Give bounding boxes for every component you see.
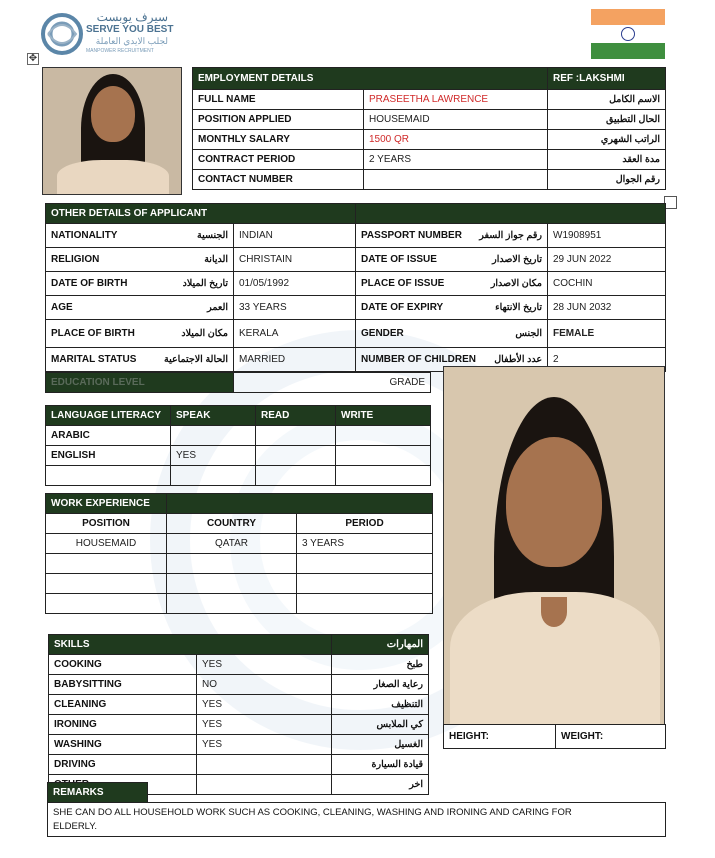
work-experience-header-right [167, 494, 433, 514]
label-full-name: FULL NAME [193, 90, 364, 110]
employment-details-table [192, 67, 666, 190]
work-period [297, 574, 433, 594]
skill-washing-value: YES [197, 735, 332, 755]
skills-table [48, 634, 429, 795]
skills-header-arabic: المهارات [332, 635, 429, 655]
skill-ironing: IRONING [49, 715, 197, 735]
work-col-country: COUNTRY [167, 514, 297, 534]
remarks-text-line2: ELDERLY. [53, 821, 98, 832]
education-table [45, 372, 431, 393]
label-passport: PASSPORT NUMBER [356, 224, 476, 248]
english-speak: YES [171, 446, 256, 466]
language-blank [46, 466, 171, 486]
arabic-full-name: الاسم الكامل [548, 90, 666, 110]
label-religion: RELIGION [46, 248, 156, 272]
label-contract: CONTRACT PERIOD [193, 150, 364, 170]
arabic-salary: الراتب الشهري [548, 130, 666, 150]
arabic-nationality: الجنسية [156, 224, 234, 248]
work-col-period: PERIOD [297, 514, 433, 534]
arabic-passport: رقم جواز السفر [476, 224, 548, 248]
education-grade: GRADE [234, 373, 431, 393]
value-contact [364, 170, 548, 190]
label-nationality: NATIONALITY [46, 224, 156, 248]
language-english: ENGLISH [46, 446, 171, 466]
skill-babysitting: BABYSITTING [49, 675, 197, 695]
arabic-children: عدد الأطفال [476, 348, 548, 372]
logo-emblem-icon [40, 12, 84, 56]
arabic-read [256, 426, 336, 446]
arabic-date-of-issue: تاريخ الاصدار [476, 248, 548, 272]
remarks-table [47, 782, 666, 837]
skill-cleaning: CLEANING [49, 695, 197, 715]
work-position [46, 594, 167, 614]
work-position: HOUSEMAID [46, 534, 167, 554]
skill-cleaning-arabic: التنظيف [332, 695, 429, 715]
remarks-header: REMARKS [48, 783, 148, 803]
label-marital-status: MARITAL STATUS [46, 348, 156, 372]
english-write [336, 446, 431, 466]
value-full-name: PRASEETHA LAWRENCE [364, 90, 548, 110]
other-details-header-right [356, 204, 666, 224]
arabic-religion: الديانة [156, 248, 234, 272]
arabic-place-of-birth: مكان الميلاد [156, 320, 234, 348]
work-country: QATAR [167, 534, 297, 554]
label-date-of-issue: DATE OF ISSUE [356, 248, 476, 272]
value-nationality: INDIAN [234, 224, 356, 248]
label-contact: CONTACT NUMBER [193, 170, 364, 190]
work-country [167, 574, 297, 594]
work-position [46, 574, 167, 594]
skill-driving: DRIVING [49, 755, 197, 775]
skill-washing: WASHING [49, 735, 197, 755]
label-place-of-birth: PLACE OF BIRTH [46, 320, 156, 348]
skill-cleaning-value: YES [197, 695, 332, 715]
reference-code: REF :LAKSHMI [548, 68, 666, 90]
value-position: HOUSEMAID [364, 110, 548, 130]
remarks-text-line1: SHE CAN DO ALL HOUSEHOLD WORK SUCH AS COOKING, CLEANING, WASHING AND IRONING AND CARING FOR [53, 807, 572, 818]
value-marital-status: MARRIED [234, 348, 356, 372]
label-salary: MONTHLY SALARY [193, 130, 364, 150]
work-experience-header: WORK EXPERIENCE [46, 494, 167, 514]
skill-babysitting-arabic: رعاية الصغار [332, 675, 429, 695]
company-logo [40, 10, 180, 58]
value-gender: FEMALE [548, 320, 666, 348]
weight-label: WEIGHT: [556, 725, 666, 749]
language-table [45, 405, 431, 486]
skill-ironing-value: YES [197, 715, 332, 735]
value-date-of-expiry: 28 JUN 2032 [548, 296, 666, 320]
language-arabic: ARABIC [46, 426, 171, 446]
skill-cooking-arabic: طبخ [332, 655, 429, 675]
arabic-age: العمر [156, 296, 234, 320]
value-place-of-birth: KERALA [234, 320, 356, 348]
value-passport: W1908951 [548, 224, 666, 248]
logo-english-tagline: MANPOWER RECRUITMENT [86, 48, 154, 54]
label-date-of-birth: DATE OF BIRTH [46, 272, 156, 296]
logo-arabic-tagline: لجلب الايدي العاملة [95, 36, 168, 46]
label-date-of-expiry: DATE OF EXPIRY [356, 296, 476, 320]
employment-header: EMPLOYMENT DETAILS [193, 68, 548, 90]
work-position [46, 554, 167, 574]
move-handle-icon[interactable]: ✥ [28, 53, 38, 64]
language-header-speak: SPEAK [171, 406, 256, 426]
skill-babysitting-value: NO [197, 675, 332, 695]
arabic-speak [171, 426, 256, 446]
arabic-write [336, 426, 431, 446]
education-label: EDUCATION LEVEL [46, 373, 234, 393]
blank-speak [171, 466, 256, 486]
value-contract: 2 YEARS [364, 150, 548, 170]
chakra-icon [621, 27, 635, 41]
skill-cooking: COOKING [49, 655, 197, 675]
label-age: AGE [46, 296, 156, 320]
label-place-of-issue: PLACE OF ISSUE [356, 272, 476, 296]
skill-cooking-value: YES [197, 655, 332, 675]
other-details-header: OTHER DETAILS OF APPLICANT [46, 204, 356, 224]
height-weight-table [443, 724, 666, 749]
skills-header: SKILLS [49, 635, 332, 655]
arabic-date-of-birth: تاريخ الميلاد [156, 272, 234, 296]
logo-arabic-name: سيرف يوبست [96, 10, 168, 24]
language-header-read: READ [256, 406, 336, 426]
value-age: 33 YEARS [234, 296, 356, 320]
other-details-table [45, 203, 666, 372]
value-date-of-issue: 29 JUN 2022 [548, 248, 666, 272]
label-position: POSITION APPLIED [193, 110, 364, 130]
value-date-of-birth: 01/05/1992 [234, 272, 356, 296]
work-col-position: POSITION [46, 514, 167, 534]
skill-driving-arabic: قيادة السيارة [332, 755, 429, 775]
height-label: HEIGHT: [444, 725, 556, 749]
skill-ironing-arabic: كي الملابس [332, 715, 429, 735]
work-country [167, 554, 297, 574]
applicant-photo-small [42, 67, 182, 195]
skill-driving-value [197, 755, 332, 775]
value-place-of-issue: COCHIN [548, 272, 666, 296]
skill-other-arabic: اخر [332, 775, 429, 795]
arabic-contract: مدة العقد [548, 150, 666, 170]
blank-read [256, 466, 336, 486]
logo-english-name: SERVE YOU BEST [86, 24, 174, 35]
language-header-literacy: LANGUAGE LITERACY [46, 406, 171, 426]
arabic-contact: رقم الجوال [548, 170, 666, 190]
work-period [297, 554, 433, 574]
arabic-position: الحال التطبيق [548, 110, 666, 130]
work-experience-table [45, 493, 433, 614]
skill-washing-arabic: الغسيل [332, 735, 429, 755]
language-header-write: WRITE [336, 406, 431, 426]
value-children: 2 [548, 348, 666, 372]
arabic-gender: الجنس [476, 320, 548, 348]
work-period: 3 YEARS [297, 534, 433, 554]
work-country [167, 594, 297, 614]
applicant-photo-full [443, 366, 665, 725]
arabic-marital-status: الحالة الاجتماعية [156, 348, 234, 372]
label-gender: GENDER [356, 320, 476, 348]
work-period [297, 594, 433, 614]
india-flag [591, 9, 665, 59]
blank-write [336, 466, 431, 486]
value-salary: 1500 QR [364, 130, 548, 150]
english-read [256, 446, 336, 466]
arabic-place-of-issue: مكان الاصدار [476, 272, 548, 296]
value-religion: CHRISTAIN [234, 248, 356, 272]
arabic-date-of-expiry: تاريخ الانتهاء [476, 296, 548, 320]
label-children: NUMBER OF CHILDREN [356, 348, 476, 372]
